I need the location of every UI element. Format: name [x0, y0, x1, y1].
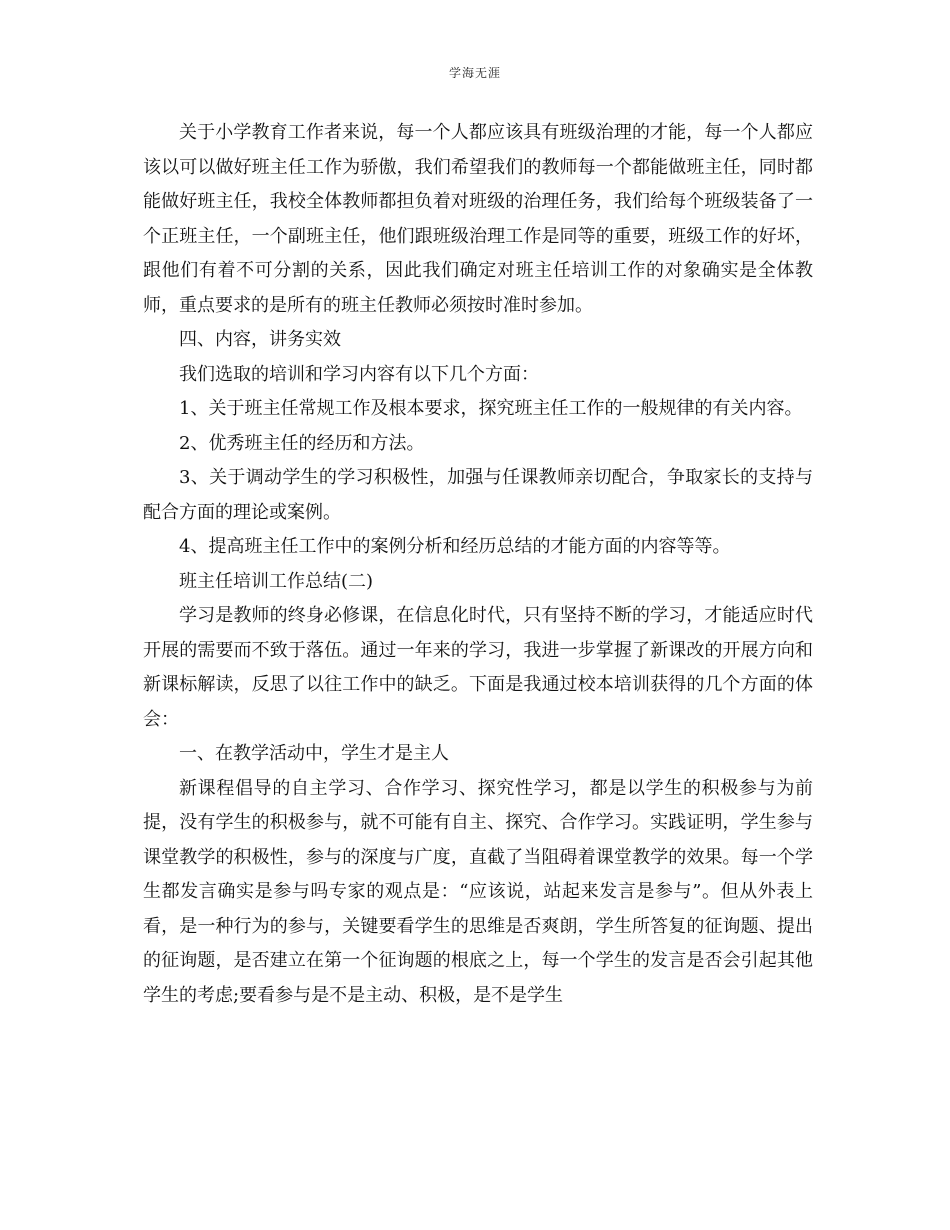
list-item-2: 2、优秀班主任的经历和方法。: [179, 432, 425, 454]
paragraph-class-teacher-responsibility: 关于小学教育工作者来说，每一个人都应该具有班级治理的才能，每一个人都应该以可以做好班主任工作为骄傲，我们希望我们的教师每一个都能做班主任，同时都能做好班主任，我校全体教师都担负着对班级的治理任务，我们给每个班级装备了一个正班主任，一个副班主任，他们跟班级治理工作是同等的重要，班级工作的好坏，跟他们有着不可分割的关系，因此我们确定对班主任培训工作的对象确实是全体教师，重点要求的是所有的班主任教师必须按时准时参加。: [143, 122, 813, 316]
paragraph-training-intro: 我们选取的培训和学习内容有以下几个方面：: [179, 363, 539, 385]
list-item-4: 4、提高班主任工作中的案例分析和经历总结的才能方面的内容等等。: [179, 536, 731, 557]
page-header: 学海无涯: [448, 66, 501, 80]
list-item-3: 3、关于调动学生的学习积极性，加强与任课教师亲切配合，争取家长的支持与配合方面的理论或案例。: [143, 467, 813, 523]
section-title-summary-two: 班主任培训工作总结(二): [179, 570, 374, 592]
list-item-1: 1、关于班主任常规工作及根本要求，探究班主任工作的一般规律的有关内容。: [179, 398, 803, 419]
section-heading-students-are-masters: 一、在教学活动中，学生才是主人: [179, 743, 449, 764]
paragraph-lifelong-learning: 学习是教师的终身必修课，在信息化时代，只有坚持不断的学习，才能适应时代开展的需要而不致于落伍。通过一年来的学习，我进一步掌握了新课改的开展方向和新课标解读，反思了以往工作中的缺乏。下面是我通过校本培训获得的几个方面的体会：: [143, 605, 813, 730]
section-heading-content: 四、内容，讲务实效: [179, 329, 341, 350]
paragraph-new-curriculum: 新课程倡导的自主学习、合作学习、探究性学习，都是以学生的积极参与为前提，没有学生的积极参与，就不可能有自主、探究、合作学习。实践证明，学生参与课堂教学的积极性，参与的深度与广度，直截了当阻碍着课堂教学的效果。每一个学生都发言确实是参与吗专家的观点是：“应该说，站起来发言是参与”。但从外表上看，是一种行为的参与，关键要看学生的思维是否爽朗，学生所答复的征询题、提出的征询题，是否建立在第一个征询题的根底之上，每一个学生的发言是否会引起其他学生的考虑;要看参与是不是主动、积极，是不是学生: [143, 777, 813, 1006]
document-body: [143, 116, 813, 1013]
